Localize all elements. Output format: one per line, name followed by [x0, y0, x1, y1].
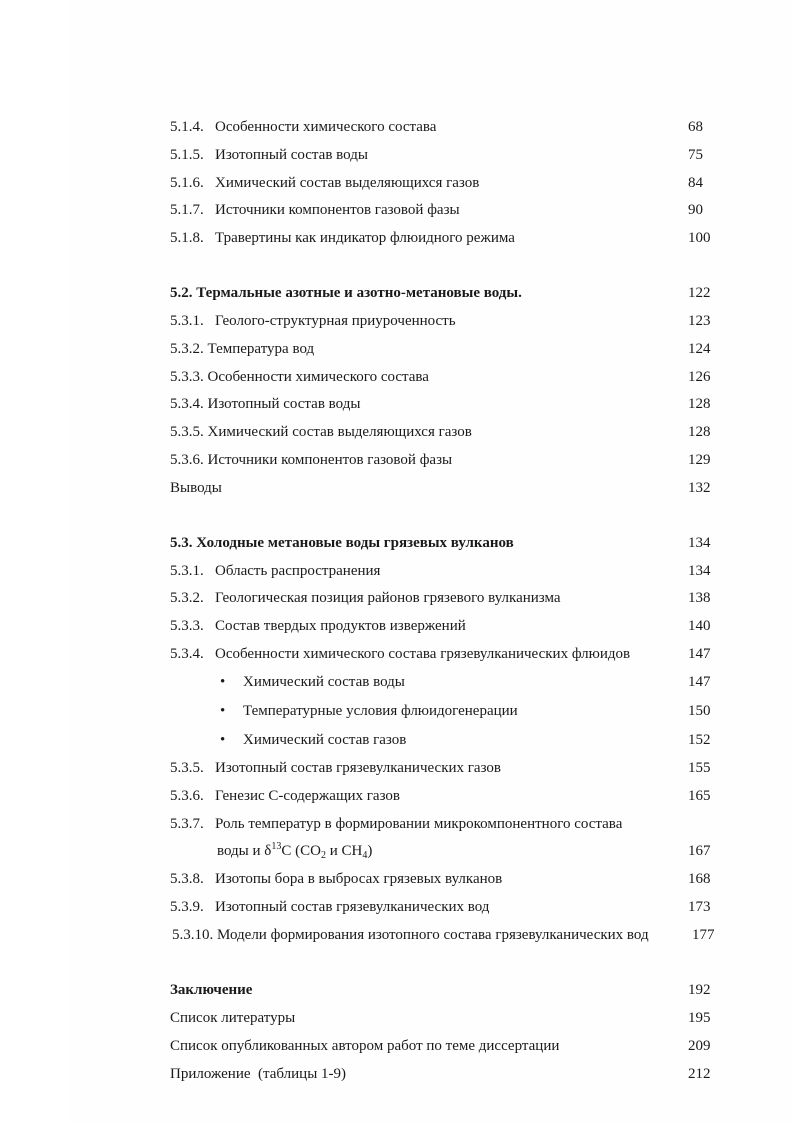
toc-page: 128: [688, 424, 711, 440]
toc-entry-5-3-7: [0, 812, 793, 836]
toc-number: 5.3.3.: [170, 618, 204, 634]
toc-page: 147: [688, 646, 711, 662]
toc-entry-5-3-2: [0, 586, 793, 610]
toc-title: 5.3. Холодные метановые воды грязевых вулканов: [170, 535, 514, 551]
toc-page: 132: [688, 480, 711, 496]
bullet-icon: •: [220, 674, 226, 690]
toc-entry-5-3-6: [0, 784, 793, 808]
toc-title: Геолого-структурная приуроченность: [215, 313, 456, 329]
toc-bullet-temperature: [0, 699, 793, 723]
toc-entry-5-2-6: [0, 448, 793, 472]
toc-entry-5-2-5: [0, 420, 793, 444]
toc-page: 195: [688, 1010, 711, 1026]
formula-text-b: C (CO: [281, 843, 321, 859]
toc-number: 5.3.2.: [170, 590, 204, 606]
toc-number: 5.1.7.: [170, 202, 204, 218]
toc-title: Изотопный состав воды: [215, 147, 368, 163]
toc-page: 165: [688, 788, 711, 804]
toc-entry-5-2-2: [0, 337, 793, 361]
formula-subscript-2: 2: [320, 850, 326, 861]
toc-title: Выводы: [170, 480, 222, 496]
toc-number: 5.3.1.: [170, 313, 204, 329]
formula-superscript: 13: [271, 841, 282, 852]
toc-title: Роль температур в формировании микрокомпонентного состава: [215, 816, 623, 832]
formula-subscript-4: 4: [362, 850, 368, 861]
toc-title: Геологическая позиция районов грязевого вулканизма: [215, 590, 561, 606]
toc-entry-5-1-5: [0, 143, 793, 167]
toc-entry-5-1-4: [0, 115, 793, 139]
toc-title: Генезис С-содержащих газов: [215, 788, 401, 804]
toc-entry-5-3-8: [0, 867, 793, 891]
toc-page: 168: [688, 871, 711, 887]
toc-number: 5.3.8.: [170, 871, 204, 887]
toc-title-continued: [217, 839, 372, 863]
toc-title: Особенности химического состава: [215, 119, 437, 135]
toc-number: 5.1.5.: [170, 147, 204, 163]
toc-page: 147: [688, 674, 711, 690]
toc-number: 5.1.4.: [170, 119, 204, 135]
toc-title: 5.3.6. Источники компонентов газовой фазы: [170, 452, 453, 468]
toc-page: 177: [692, 927, 715, 943]
toc-entry-5-3-3: [0, 614, 793, 638]
toc-appendix: [0, 1062, 793, 1086]
toc-number: 5.3.1.: [170, 563, 204, 579]
toc-number: 5.3.6.: [170, 788, 204, 804]
toc-page: 134: [688, 563, 711, 579]
toc-number: 5.1.6.: [170, 175, 204, 191]
toc-page: 84: [688, 175, 703, 191]
toc-entry-5-3-10: [0, 923, 793, 947]
formula-text-a: воды и δ: [217, 843, 272, 859]
toc-page: 138: [688, 590, 711, 606]
toc-title: 5.3.2. Температура вод: [170, 341, 315, 357]
formula-text-d: ): [367, 843, 373, 859]
toc-title: Особенности химического состава грязевулканических флюидов: [215, 646, 631, 662]
toc-number: 5.1.8.: [170, 230, 204, 246]
toc-section-5-2: [0, 281, 793, 305]
toc-entry-5-3-9: [0, 895, 793, 919]
toc-entry-5-2-1: [0, 309, 793, 333]
toc-title: Список литературы: [170, 1010, 296, 1026]
bullet-icon: •: [220, 703, 226, 719]
toc-title: 5.3.10. Модели формирования изотопного состава грязевулканических вод: [172, 927, 649, 943]
toc-entry-5-1-7: [0, 198, 793, 222]
bullet-icon: •: [220, 732, 226, 748]
toc-title: 5.2. Термальные азотные и азотно-метановые воды.: [170, 285, 522, 301]
toc-page: 140: [688, 618, 711, 634]
toc-references: [0, 1006, 793, 1030]
toc-entry-5-3-7-continued: [0, 839, 793, 863]
toc-page: 100: [688, 230, 711, 246]
toc-entry-5-1-8: [0, 226, 793, 250]
toc-title: Заключение: [170, 982, 253, 998]
toc-bullet-water: [0, 670, 793, 694]
toc-page: 155: [688, 760, 711, 776]
toc-title: 5.3.5. Химический состав выделяющихся газов: [170, 424, 472, 440]
toc-page: 134: [688, 535, 711, 551]
toc-title: Химический состав выделяющихся газов: [215, 175, 480, 191]
toc-page: 128: [688, 396, 711, 412]
toc-page: 152: [688, 732, 711, 748]
toc-title: Химический состав газов: [243, 732, 407, 748]
toc-number: 5.3.7.: [170, 816, 204, 832]
toc-page: 75: [688, 147, 703, 163]
toc-title: Источники компонентов газовой фазы: [215, 202, 460, 218]
toc-page: 212: [688, 1066, 711, 1082]
toc-bullet-gases: [0, 728, 793, 752]
toc-title: Состав твердых продуктов извержений: [215, 618, 466, 634]
toc-page: 129: [688, 452, 711, 468]
toc-page: 173: [688, 899, 711, 915]
toc-publications: [0, 1034, 793, 1058]
toc-section-5-3: [0, 531, 793, 555]
toc-entry-5-3-4: [0, 642, 793, 666]
toc-number: 5.3.9.: [170, 899, 204, 915]
toc-page: 167: [688, 843, 711, 859]
toc-entry-5-3-5: [0, 756, 793, 780]
toc-conclusion: [0, 978, 793, 1002]
toc-title: Химический состав воды: [243, 674, 405, 690]
toc-entry-5-3-1: [0, 559, 793, 583]
toc-entry-5-1-6: [0, 171, 793, 195]
toc-page: 90: [688, 202, 703, 218]
toc-page: 68: [688, 119, 703, 135]
toc-number: 5.3.5.: [170, 760, 204, 776]
toc-page: 126: [688, 369, 711, 385]
toc-title: Изотопный состав грязевулканических газов: [215, 760, 501, 776]
toc-page: 150: [688, 703, 711, 719]
toc-page: 192: [688, 982, 711, 998]
toc-page: 122: [688, 285, 711, 301]
toc-page: 209: [688, 1038, 711, 1054]
toc-title: 5.3.3. Особенности химического состава: [170, 369, 429, 385]
toc-title: Изотопы бора в выбросах грязевых вулканов: [215, 871, 503, 887]
toc-title: Изотопный состав грязевулканических вод: [215, 899, 490, 915]
toc-entry-5-2-4: [0, 392, 793, 416]
toc-page: 123: [688, 313, 711, 329]
toc-title: Область распространения: [215, 563, 381, 579]
toc-number: 5.3.4.: [170, 646, 204, 662]
toc-title: 5.3.4. Изотопный состав воды: [170, 396, 361, 412]
formula-text-c: и CH: [325, 843, 363, 859]
toc-title: Приложение (таблицы 1-9): [170, 1066, 347, 1082]
toc-entry-conclusions: [0, 476, 793, 500]
toc-title: Температурные условия флюидогенерации: [243, 703, 518, 719]
toc-title: Травертины как индикатор флюидного режима: [215, 230, 515, 246]
toc-title: Список опубликованных автором работ по теме диссертации: [170, 1038, 560, 1054]
toc-page: 124: [688, 341, 711, 357]
toc-entry-5-2-3: [0, 365, 793, 389]
